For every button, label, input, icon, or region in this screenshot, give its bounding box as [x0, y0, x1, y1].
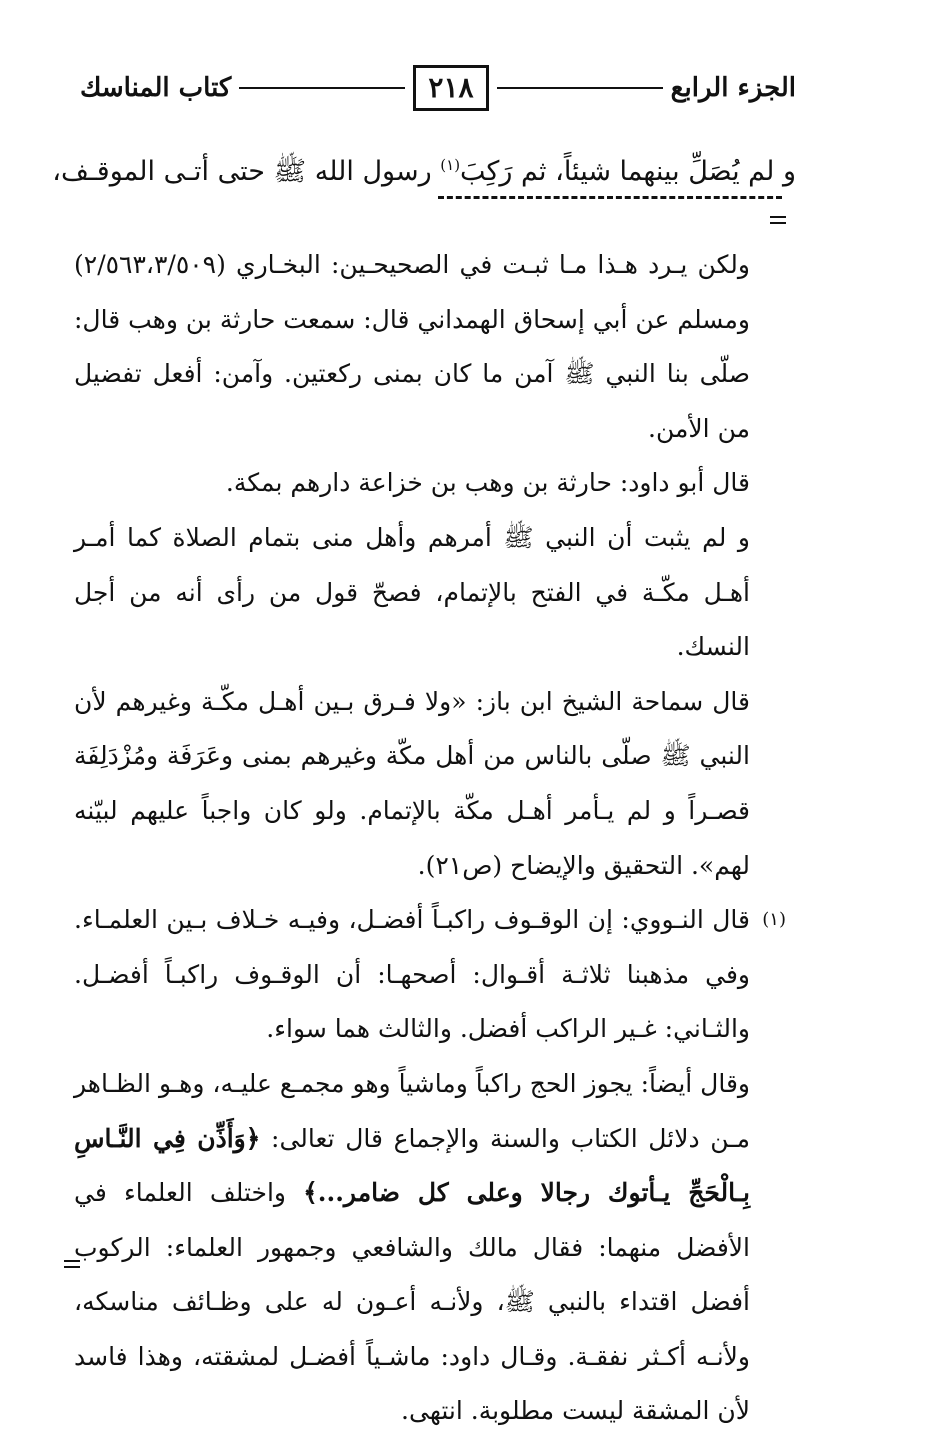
note-paragraph-1: ولكن يـرد هـذا مـا ثبـت في الصحيحـين: البخـاري (٢/٥٦٣،٣/٥٠٩) ومسلم عن أبي إسحاق الهمداني قال: سمعت حارثة بن وهب قال: صلّى بنا النبي ﷺ آمن ما كان بمنى ركعتين. وآمن: أفعل تفضيل من الأمن. [74, 250, 750, 443]
note-paragraph-4: قال سماحة الشيخ ابن باز: «ولا فـرق بـين أهـل مكّـة وغيرهم لأن النبي ﷺ صلّى بالناس من أهل مكّة وغيرهم بمنى وعَرَفَة ومُزْدَلِفَة قصـراً و لم يـأمر أهـل مكّة بالإتمام. ولو كان واجباً عليهم لبيّنه لهم». التحقيق والإيضاح (ص٢١). [74, 686, 750, 880]
footnote-separator [438, 196, 782, 199]
header-rule-right [497, 87, 663, 89]
main-text-line [52, 140, 796, 197]
page-header [80, 62, 796, 114]
note-paragraph-2: قال أبو داود: حارثة بن وهب بن خزاعة دارهم بمكة. [225, 468, 750, 498]
page-number: ٢١٨ [413, 65, 488, 111]
header-rule-left [239, 87, 405, 89]
continuation-mark-bottom [64, 1260, 80, 1268]
continuation-mark-top [770, 216, 786, 224]
footnote-1 [74, 893, 786, 1057]
main-text-after: رسول الله ﷺ حتى أتـى الموقـف، [52, 156, 441, 187]
volume-title: الجزء الرابع [670, 73, 796, 103]
quran-quote: ﴿وَأَذِّن فِي النَّـاسِ بِـالْحَجِّ يـأتوك رجالا وعلى كل ضامر...﴾ [74, 1123, 750, 1208]
note-paragraph-6-a: وقال أيضاً: يجوز الحج راكباً وماشياً وهو مجمـع عليـه، وهـو الظـاهر مـن دلائل الكتاب والسنة والإجماع قال تعالى: [74, 1068, 750, 1153]
footnote-reference: (١) [440, 156, 461, 174]
note-paragraph-6-b: واختلف العلماء في الأفضل منهما: فقال مالك والشافعي وجمهور العلماء: الركوب أفضل اقتداء بالنبي ﷺ، ولأنـه أعـون له على وظـائف مناسكه، ولأنـه أكـثر نفقـة. وقـال داود: ماشـياً أفضـل لمشقته، وهذا فاسد لأن المشقة ليست مطلوبة. انتهى. [74, 1178, 750, 1426]
footnotes-block [74, 238, 786, 1439]
note-paragraph-5: قال النـووي: إن الوقـوف راكبـاً أفضـل، وفيـه خـلاف بـين العلمـاء. وفي مذهبنا ثلاثـة أقـوال: أصحهـا: أن الوقـوف راكبـاً أفضـل. والثـاني: غـير الراكب أفضل. والثالث هما سواء. [74, 905, 750, 1044]
footnote-number: (١) [762, 909, 786, 931]
note-paragraph-3: و لم يثبت أن النبي ﷺ أمرهم وأهل منى بتمام الصلاة كما أمـر أهـل مكّـة في الفتح بالإتمام، فصحّ قول من رأى أنه من أجل النسك. [74, 522, 750, 662]
main-text-before: و لم يُصَلِّ بينهما شيئاً، ثم رَكِبَ [460, 156, 796, 187]
book-title: كتاب المناسك [79, 73, 232, 103]
note-paragraph-6 [74, 1057, 750, 1439]
